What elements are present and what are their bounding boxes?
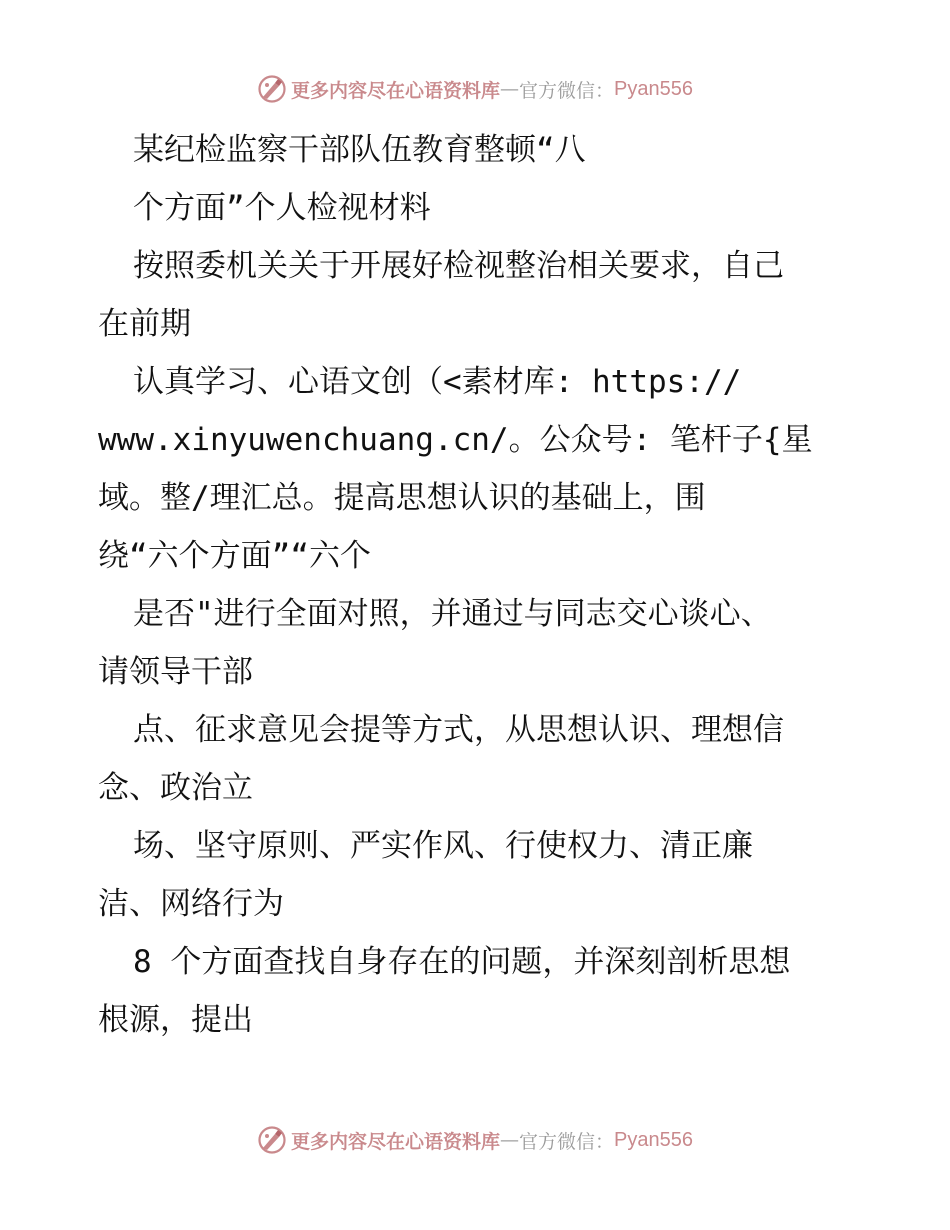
body-line: 在前期: [98, 306, 191, 342]
body-line: 洁、网络行为: [98, 886, 284, 922]
header-watermark-banner: [0, 72, 950, 106]
body-line: 认真学习、心语文创（<素材库: https://: [133, 364, 742, 400]
body-line: 点、征求意见会提等方式，从思想认识、理想信: [133, 712, 784, 748]
banner-wechat-id: Pyan556: [614, 1128, 693, 1151]
body-line: 域。整/理汇总。提高思想认识的基础上，围: [98, 480, 706, 516]
body-line: 场、坚守原则、严实作风、行使权力、清正廉: [133, 828, 753, 864]
pen-nib-logo-icon: [257, 1125, 287, 1155]
banner-wechat-id: Pyan556: [614, 77, 693, 100]
document-title-line-2: 个方面”个人检视材料: [133, 190, 431, 226]
body-line: 请领导干部: [98, 654, 253, 690]
body-line: www.xinyuwenchuang.cn/。公众号: 笔杆子{星: [98, 422, 813, 458]
body-line: 按照委机关关于开展好检视整治相关要求，自己: [133, 248, 784, 284]
body-line: 根源，提出: [98, 1002, 253, 1038]
banner-wechat-label: 官方微信：: [519, 1130, 615, 1153]
banner-site-text: 更多内容尽在心语资料库: [291, 79, 501, 102]
document-title-line-1: 某纪检监察干部队伍教育整顿“八: [133, 132, 586, 168]
banner-dash: —: [500, 1129, 520, 1151]
banner-wechat-label: 官方微信：: [519, 79, 615, 102]
body-line: 绕“六个方面”“六个: [98, 538, 371, 574]
pen-nib-logo-icon: [257, 74, 287, 104]
body-line: 是否"进行全面对照，并通过与同志交心谈心、: [133, 596, 772, 632]
banner-dash: —: [500, 78, 520, 100]
footer-watermark-banner: [0, 1123, 950, 1157]
banner-site-text: 更多内容尽在心语资料库: [291, 1130, 501, 1153]
body-line: 8 个方面查找自身存在的问题，并深刻剖析思想: [133, 944, 791, 980]
body-line: 念、政治立: [98, 770, 253, 806]
